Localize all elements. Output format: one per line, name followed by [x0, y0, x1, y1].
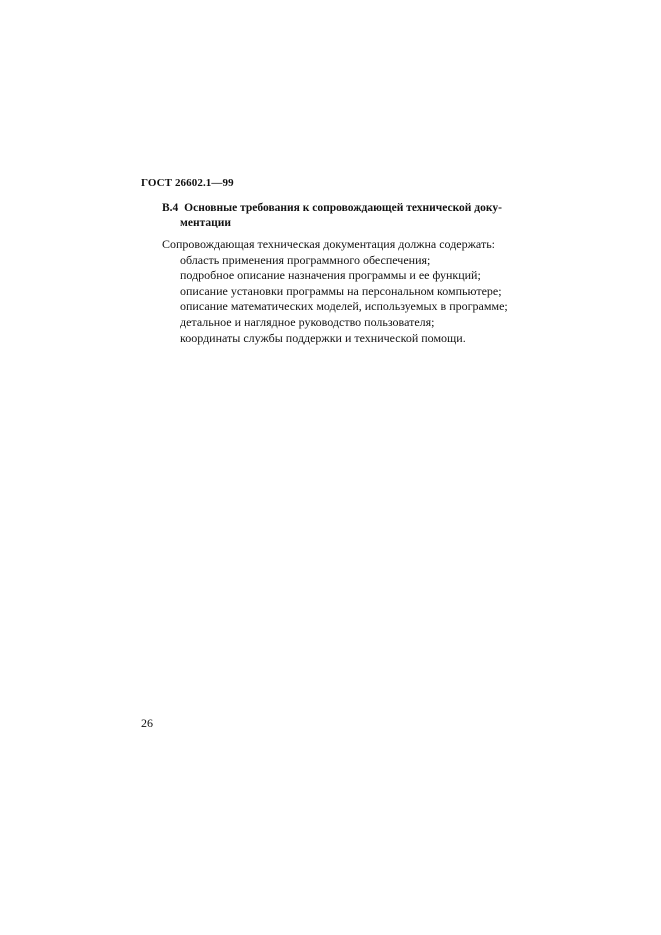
requirement-item-4: описание математических моделей, используемых в программе;	[180, 299, 508, 314]
requirements-intro: Сопровождающая техническая документация должна содержать:	[162, 237, 495, 251]
document-header: ГОСТ 26602.1—99	[141, 177, 234, 189]
requirements-list	[162, 237, 522, 346]
section-number: В.4	[162, 202, 179, 214]
requirement-item-6: координаты службы поддержки и технической помощи.	[180, 330, 466, 345]
page-number: 26	[141, 716, 153, 730]
section-title-line-2: ментации	[180, 217, 231, 229]
requirement-item-3: описание установки программы на персональном компьютере;	[180, 283, 502, 298]
requirement-item-5: детальное и наглядное руководство пользователя;	[180, 314, 435, 329]
section-title-line-1: Основные требования к сопровождающей технической доку-	[184, 202, 502, 214]
section-title	[162, 201, 512, 231]
requirement-item-2: подробное описание назначения программы и ее функций;	[180, 268, 481, 283]
requirement-item-1: область применения программного обеспечения;	[180, 252, 431, 267]
